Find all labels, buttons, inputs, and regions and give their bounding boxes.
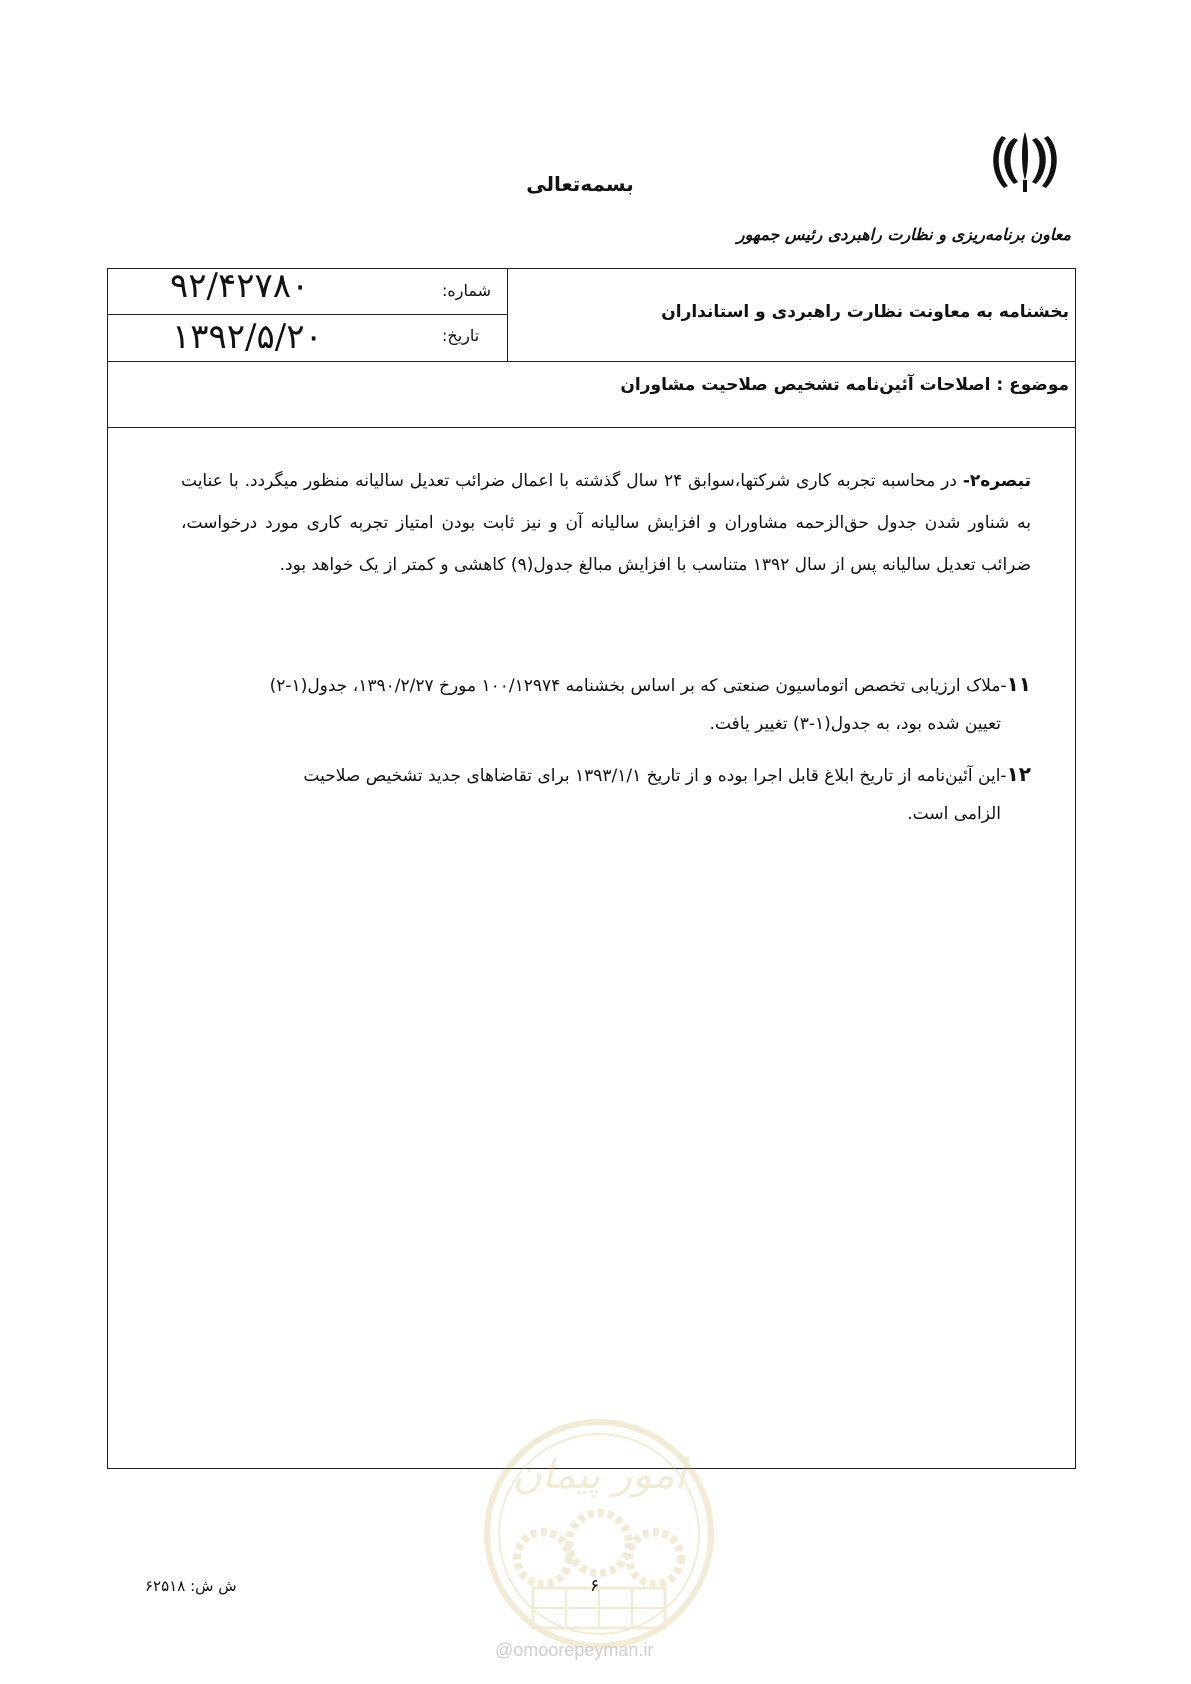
watermark-text: امور پیمان: [512, 1452, 686, 1498]
item-number: ۱۲: [1006, 762, 1031, 786]
item-11: [181, 665, 1031, 743]
item-number: ۱۱: [1006, 672, 1031, 696]
page-number: ۶: [590, 1576, 600, 1596]
serial-number: ش ش: ۶۲۵۱۸: [145, 1577, 237, 1595]
note-heading: تبصره۲-: [962, 471, 1031, 491]
item-text-continued: الزامی است.: [907, 804, 1001, 824]
basmala: بسمه‌تعالی: [526, 172, 634, 196]
letter-frame: [107, 268, 1076, 1469]
item-text: -این آئین‌نامه از تاریخ ابلاغ قابل اجرا بوده و از تاریخ ۱۳۹۳/۱/۱ برای تقاضاهای جدید تشخیص صلاحیت: [303, 766, 1007, 786]
circular-title: بخشنامه به معاونت نظارت راهبردی و استانداران: [661, 302, 1069, 322]
divider: [107, 361, 1076, 362]
note-paragraph: [181, 460, 1031, 586]
divider: [107, 427, 1076, 428]
iran-emblem-icon: [990, 128, 1060, 194]
letter-number: ۹۲/۴۲۷۸۰: [170, 266, 310, 306]
omoorepeyman-seal-icon: [483, 1418, 715, 1650]
date-label: تاریخ:: [442, 326, 480, 345]
item-text: -ملاک ارزیابی تخصص اتوماسیون صنعتی که بر اساس بخشنامه ۱۰۰/۱۲۹۷۴ مورخ ۱۳۹۰/۲/۲۷، جدول(۱-۲): [269, 676, 1007, 696]
note-text: در محاسبه تجربه کاری شرکتها،سوابق ۲۴ سال گذشته با اعمال ضرائب تعدیل سالیانه منظور میگردد. با عنایت به شناور شدن جدول حق‌الزحمه مشاوران و افزایش سالیانه آن و نیز ثابت بودن امتیاز تجربه کاری مورد درخواست، ضرائب تعدیل سالیانه پس از سال ۱۳۹۲ متناسب با افزایش مبالغ جدول(۹) کاهشی و کمتر از یک خواهد بود.: [181, 471, 1031, 575]
divider: [107, 314, 507, 315]
item-12: [181, 755, 1031, 833]
number-label: شماره:: [442, 281, 492, 300]
subject-line: موضوع : اصلاحات آئین‌نامه تشخیص صلاحیت مشاوران: [620, 375, 1069, 395]
divider: [507, 268, 508, 361]
agency-name: معاون برنامه‌ریزی و نظارت راهبردی رئیس جمهور: [736, 225, 1071, 244]
website-watermark: @omoorepeyman.ir: [495, 1640, 654, 1660]
item-text-continued: تعیین شده بود، به جدول(۱-۳) تغییر یافت.: [709, 714, 1001, 734]
letter-date: ۱۳۹۲/۵/۲۰: [172, 317, 323, 357]
